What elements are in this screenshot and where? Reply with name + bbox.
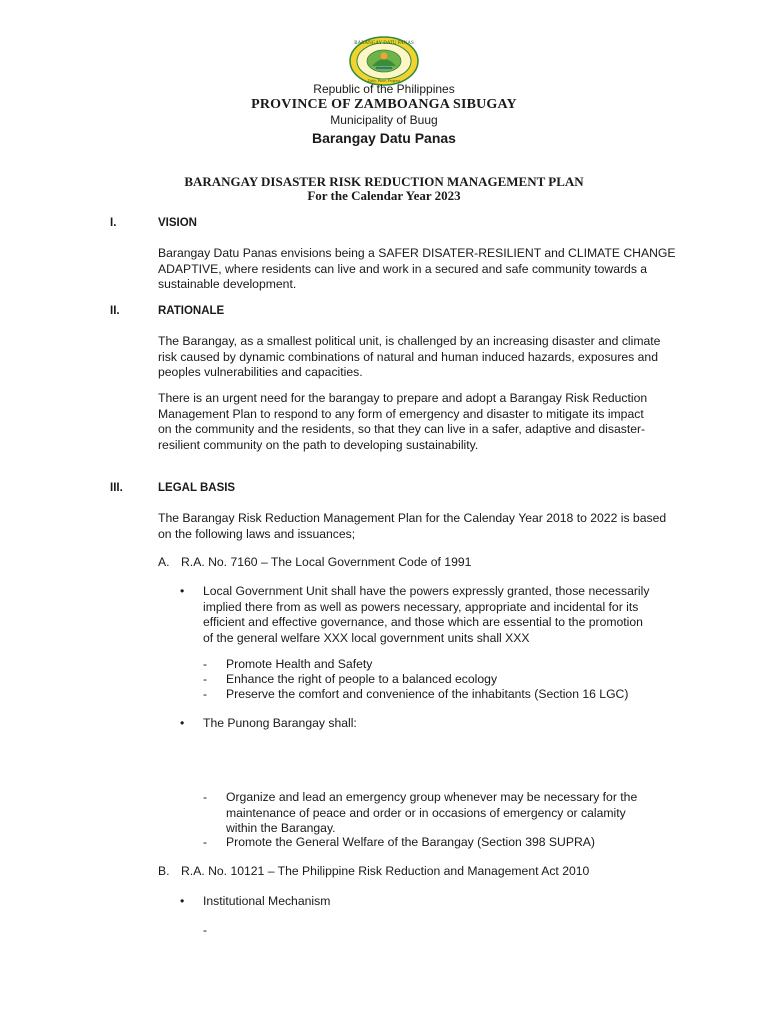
a-bullet-1-text: Local Government Unit shall have the powers expressly granted, those necessarily implied there from as well as powers necessary, appropriate and incidental for its efficient and effective governance, and those which are essential to the promotion of the general welfare XXX local government units shall XXX <box>203 584 650 645</box>
bullet-glyph: • <box>180 584 185 598</box>
section-heading-vision: VISION <box>158 217 197 229</box>
bullet-glyph: • <box>180 716 185 730</box>
list-letter-a: A. <box>158 555 170 569</box>
dash-glyph: - <box>203 790 208 804</box>
a-dash2-item-1: Organize and lead an emergency group whenever may be necessary for the maintenance of peace and order or in occasions of emergency or calamity within the Barangay. <box>226 790 638 835</box>
section-heading-rationale: RATIONALE <box>158 305 225 317</box>
section-heading-legal: LEGAL BASIS <box>158 482 236 494</box>
rationale-paragraph-2: There is an urgent need for the barangay to prepare and adopt a Barangay Risk Reduction Management Plan to respond to any form of emergency and disaster to mitigate its impact on the community and the residents, so that they can live in a safer, adaptive and disaster- resilient community on the path to developing sustainability. <box>158 391 648 452</box>
province-line: PROVINCE OF ZAMBOANGA SIBUGAY <box>251 97 517 112</box>
law-item-a: R.A. No. 7160 – The Local Government Code of 1991 <box>181 555 472 569</box>
seal-motto: Unity, Peace, Progress <box>367 79 401 83</box>
section-numeral-rationale: II. <box>110 305 120 317</box>
rationale-paragraph-1: The Barangay, as a smallest political unit, is challenged by an increasing disaster and climate risk caused by dynamic combinations of natural and human induced hazards, exposures and peoples vulnerabilities and capacities. <box>158 334 661 379</box>
dash-glyph: - <box>203 923 208 937</box>
dash-glyph: - <box>203 687 208 701</box>
document-title: BARANGAY DISASTER RISK REDUCTION MANAGEMENT PLAN <box>184 174 584 189</box>
bullet-glyph: • <box>180 894 185 908</box>
legal-intro-paragraph: The Barangay Risk Reduction Management Plan for the Calenday Year 2018 to 2022 is based on the following laws and issuances; <box>158 511 667 541</box>
dash-glyph: - <box>203 657 208 671</box>
seal-text: BARANGAY DATU PANAS <box>354 41 414 46</box>
list-letter-b: B. <box>158 864 170 878</box>
vision-paragraph: Barangay Datu Panas envisions being a SAFER DISATER-RESILIENT and CLIMATE CHANGE ADAPTIVE, where residents can live and work in a secured and safe community towards a sustainable development. <box>158 246 676 291</box>
barangay-seal-logo <box>348 36 420 86</box>
section-numeral-vision: I. <box>110 217 117 229</box>
a-dash2-item-2: Promote the General Welfare of the Barangay (Section 398 SUPRA) <box>226 835 595 849</box>
municipality-line: Municipality of Buug <box>330 113 438 127</box>
barangay-line: Barangay Datu Panas <box>312 130 456 146</box>
a-bullet-2-text: The Punong Barangay shall: <box>203 716 357 730</box>
section-numeral-legal: III. <box>110 482 123 494</box>
dash-glyph: - <box>203 672 208 686</box>
dash-glyph: - <box>203 835 208 849</box>
country-line: Republic of the Philippines <box>313 82 455 96</box>
b-bullet-1-text: Institutional Mechanism <box>203 894 331 908</box>
a-dash-item-3: Preserve the comfort and convenience of the inhabitants (Section 16 LGC) <box>226 687 629 701</box>
law-item-b: R.A. No. 10121 – The Philippine Risk Reduction and Management Act 2010 <box>181 864 590 878</box>
a-dash-item-1: Promote Health and Safety <box>226 657 373 671</box>
a-dash-item-2: Enhance the right of people to a balanced ecology <box>226 672 498 686</box>
document-subtitle: For the Calendar Year 2023 <box>307 188 461 203</box>
